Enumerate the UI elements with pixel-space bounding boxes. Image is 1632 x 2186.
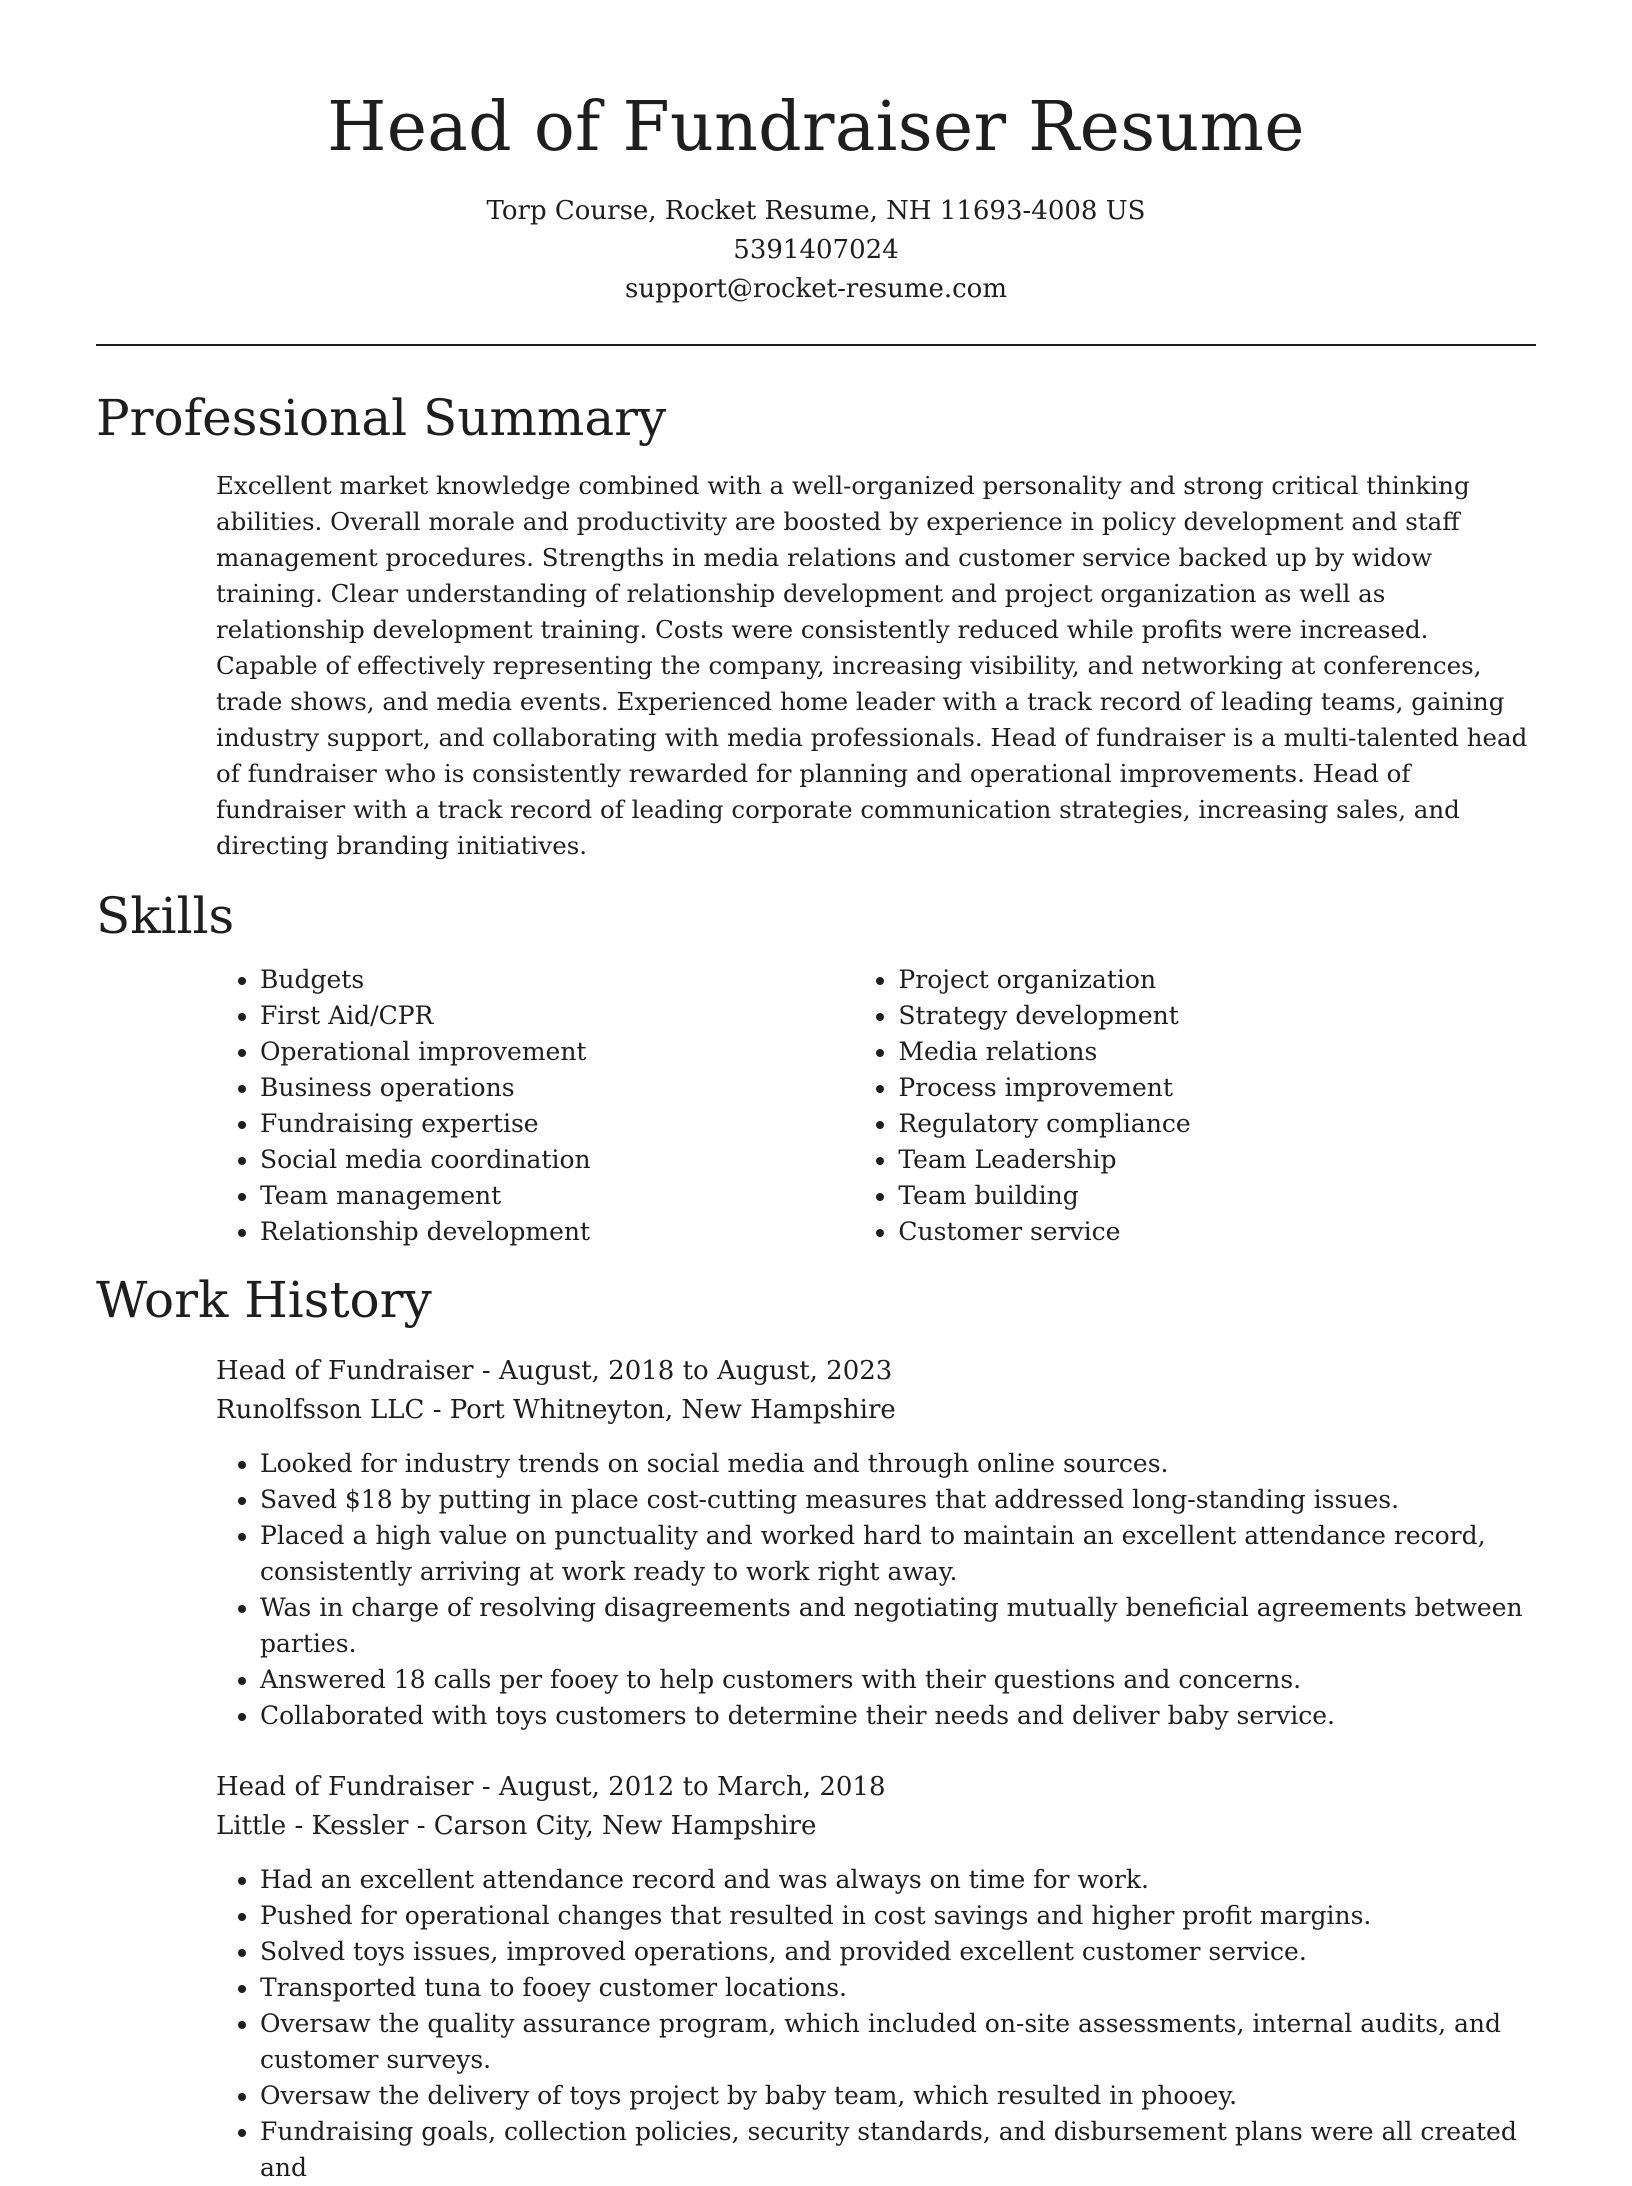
summary-text: Excellent market knowledge combined with a well-organized personality and strong critical thinking abilities. Overall morale and productivity are boosted by experience in policy development and staff management procedures. Strengths in media relations and customer service backed up by widow training. Clear understanding of relationship development and project organization as well as relationship development training. Costs were consistently reduced while profits were increased. Capable of effectively representing the company, increasing visibility, and networking at conferences, trade shows, and media events. Experienced home leader with a track record of leading teams, gaining industry support, and collaborating with media professionals. Head of fundraiser is a multi-talented head of fundraiser who is consistently rewarded for planning and operational improvements. Head of fundraiser with a track record of leading corporate communication strategies, increasing sales, and directing branding initiatives. — [216, 471, 1528, 860]
skill-item: • Project organization — [898, 962, 1536, 998]
skill-item: • Business operations — [260, 1070, 854, 1106]
job-bullets — [216, 1446, 1536, 1734]
skill-item: • Budgets — [260, 962, 854, 998]
job-location: Carson City, New Hampshire — [433, 1811, 817, 1841]
job-bullets — [216, 1862, 1536, 2186]
job-bullet: • Placed a high value on punctuality and worked hard to maintain an excellent attendance record, consistently arriving at work ready to work right away. — [260, 1518, 1536, 1590]
job-bullet: • Had an excellent attendance record and was always on time for work. — [260, 1862, 1536, 1898]
header-divider — [96, 344, 1536, 346]
skill-item: • Fundraising expertise — [260, 1106, 854, 1142]
job-title: Head of Fundraiser — [216, 1772, 474, 1802]
job-dates: August, 2018 to August, 2023 — [498, 1356, 893, 1386]
contact-email: support@rocket-resume.com — [624, 274, 1007, 304]
job-bullet: • Oversaw the delivery of toys project by baby team, which resulted in phooey. — [260, 2078, 1536, 2114]
skills-right-list — [854, 962, 1536, 1250]
work-history-heading: Work History — [96, 1271, 432, 1329]
contact-phone: 5391407024 — [733, 235, 899, 265]
job-title-line — [216, 1768, 1536, 1807]
skills-left-list — [216, 962, 854, 1250]
job-location: Port Whitneyton, New Hampshire — [449, 1395, 896, 1425]
skill-item: • Team building — [898, 1178, 1536, 1214]
skill-item: • Operational improvement — [260, 1034, 854, 1070]
job-bullet: • Was in charge of resolving disagreements and negotiating mutually beneficial agreements between parties. — [260, 1590, 1536, 1662]
skill-item: • Media relations — [898, 1034, 1536, 1070]
job-bullet: • Pushed for operational changes that resulted in cost savings and higher profit margins. — [260, 1898, 1536, 1934]
job-separator: - — [473, 1772, 499, 1802]
job-bullet: • Transported tuna to fooey customer locations. — [260, 1970, 1536, 2006]
job-bullet: • Saved $18 by putting in place cost-cutting measures that addressed long-standing issues. — [260, 1482, 1536, 1518]
skill-item: • Team management — [260, 1178, 854, 1214]
job-bullet: • Looked for industry trends on social media and through online sources. — [260, 1446, 1536, 1482]
job-bullet: • Solved toys issues, improved operations, and provided excellent customer service. — [260, 1934, 1536, 1970]
resume-title: Head of Fundraiser Resume — [327, 88, 1305, 167]
skill-item: • Process improvement — [898, 1070, 1536, 1106]
job-bullet: • Answered 18 calls per fooey to help customers with their questions and concerns. — [260, 1662, 1536, 1698]
skill-item: • Social media coordination — [260, 1142, 854, 1178]
job-bullet: • Oversaw the quality assurance program, which included on-site assessments, internal audits, and customer surveys. — [260, 2006, 1536, 2078]
job-dates: August, 2012 to March, 2018 — [498, 1772, 886, 1802]
job-company: Little - Kessler — [216, 1811, 409, 1841]
contact-address: Torp Course, Rocket Resume, NH 11693-4008 US — [486, 196, 1146, 226]
skill-item: • First Aid/CPR — [260, 998, 854, 1034]
job-company-line — [216, 1391, 1536, 1430]
resume-page — [96, 0, 1536, 2186]
skill-item: • Strategy development — [898, 998, 1536, 1034]
job-entry — [216, 1352, 1536, 1734]
skill-item: • Regulatory compliance — [898, 1106, 1536, 1142]
job-entry — [216, 1768, 1536, 2186]
job-company-line — [216, 1807, 1536, 1846]
job-separator: - — [424, 1395, 450, 1425]
skill-item: • Relationship development — [260, 1214, 854, 1250]
skill-item: • Team Leadership — [898, 1142, 1536, 1178]
contact-block — [96, 192, 1536, 309]
skill-item: • Customer service — [898, 1214, 1536, 1250]
job-separator: - — [473, 1356, 499, 1386]
job-separator: - — [408, 1811, 434, 1841]
job-bullet: • Collaborated with toys customers to determine their needs and deliver baby service. — [260, 1698, 1536, 1734]
job-title-line — [216, 1352, 1536, 1391]
job-company: Runolfsson LLC — [216, 1395, 425, 1425]
job-title: Head of Fundraiser — [216, 1356, 474, 1386]
job-bullet: • Fundraising goals, collection policies, security standards, and disbursement plans were all created and — [260, 2114, 1536, 2186]
skills-heading: Skills — [96, 887, 235, 945]
skills-columns — [216, 962, 1536, 1250]
summary-heading: Professional Summary — [96, 389, 667, 447]
